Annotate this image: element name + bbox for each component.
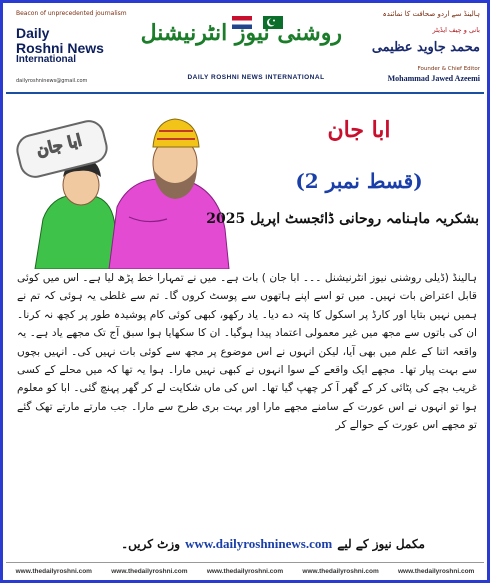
closing-suffix: وزٹ کریں۔	[121, 537, 180, 551]
logo-title	[16, 26, 104, 56]
footer-item: www.thedailyroshni.com	[111, 567, 188, 575]
footer-item: www.thedailyroshni.com	[206, 567, 284, 575]
footer-strip	[6, 562, 484, 579]
tagline-right: ہالینڈ سے اردو صحافت کا نمائندہ	[382, 10, 480, 18]
logo-line-1: Daily	[16, 25, 50, 41]
article-body: ہالینڈ (ڈیلی روشنی نیوز انٹرنیشنل ۔۔۔ ابا جان ) بات ہے۔ میں نے تمہارا خط پڑھ لیا ہے۔ اس میں کوئی قابل اعتراض بات نہیں۔ میں تو اسے اپنے ہاتھوں سے پوسٹ کروں گا۔ تم سے غلطی یہ ہوئی کہ تم نے ہمیں نہیں بتایا اور کارڈ پر اسکول کا پتہ دے دیا۔ یاد رکھو، کبھی کوئی کام پوشیدہ طور پر کچھ نہ کرنا۔ ان کی باتوں سے مجھ میں غیر معمولی اعتماد پیدا ہوگیا۔ ان کا سکھایا ہوا سبق آج تک مجھے یاد ہے۔ یہ واقعہ اتنا کے علم میں بھی آیا، لیکن انہوں نے اس موضوع پر مجھ سے کوئی بات نہیں کی۔ انہیں بچوں سے بہت پیار تھا۔ مجھے ایک واقعے کے سوا انہوں نے کبھی نہیں مارا۔ ہوا یہ تھا کہ میں محلے کے کسی غریب بچے کی پٹائی کر کے گھر آ کر چھپ گیا تھا۔ اس کی ماں شکایت لے کر گھر پہنچ گئی۔ ابا کو معلوم ہوا تو انہوں نے اس عورت کے سامنے مجھے مارا اور بہت بری طرح سے مارا۔ جب مارتے مارتے تھک گئے تو مجھے اس عورت کے حوالے کر	[17, 272, 477, 432]
founder-role: بانی و چیف ایڈیٹر	[432, 26, 480, 34]
footer-item: www.thedailyroshni.com	[15, 567, 92, 575]
header	[6, 6, 484, 92]
contact-line: dailyroshninews@gmail.com	[16, 78, 88, 84]
closing-text: مکمل نیوز کے لیے	[337, 537, 425, 551]
header-left-logo	[10, 8, 160, 88]
article-title: ابا جان	[327, 117, 391, 143]
founder-name-urdu: محمد جاوید عظیمی	[371, 40, 480, 55]
website-link[interactable]: www.dailyroshninews.com	[185, 536, 333, 551]
founder-title-english: Founder & Chief Editor	[417, 66, 480, 72]
closing-line	[63, 533, 483, 552]
article-episode: (قسط نمبر 2)	[295, 169, 423, 193]
illustration	[17, 99, 233, 269]
tagline-left: Beacon of unprecedented journalism	[16, 10, 127, 17]
masthead	[140, 16, 348, 86]
title-badge-text: ابا جان	[34, 130, 84, 160]
masthead-urdu: روشنی نیوز انٹرنیشنل	[140, 20, 342, 46]
logo-line-3: International	[16, 54, 77, 65]
footer-item: www.thedailyroshni.com	[302, 567, 379, 575]
header-divider	[6, 92, 484, 94]
founder-name-english: Mohammad Jawed Azeemi	[387, 74, 480, 83]
header-right	[352, 8, 484, 90]
footer-item: www.thedailyroshni.com	[398, 567, 475, 575]
masthead-english: DAILY ROSHNI NEWS INTERNATIONAL	[187, 74, 325, 81]
logo-line-2: Roshni News	[16, 40, 104, 56]
article-credit: بشکریہ ماہنامہ روحانی ڈائجسٹ اپریل 2025	[206, 211, 479, 227]
father-son-illustration	[17, 99, 233, 269]
